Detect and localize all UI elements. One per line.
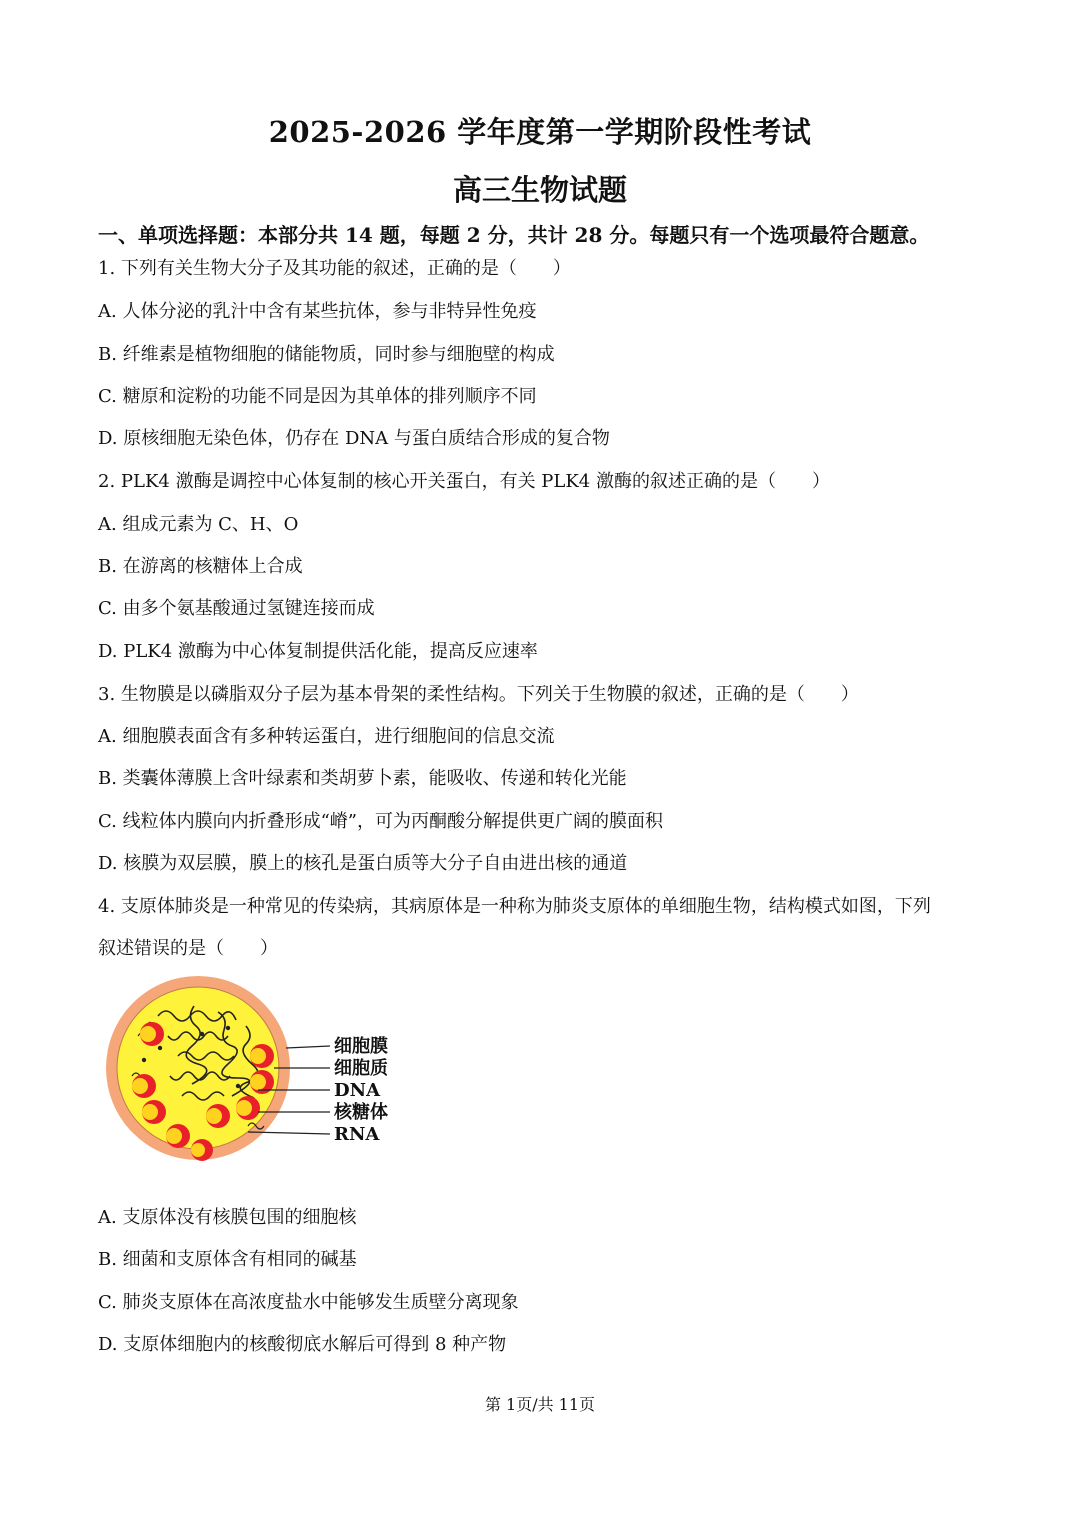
question-2-stem: 2. PLK4 激酶是调控中心体复制的核心开关蛋白，有关 PLK4 激酶的叙述正确的是（ ）: [98, 471, 830, 492]
exam-title: 2025-2026 学年度第一学期阶段性考试: [268, 115, 812, 149]
mycoplasma-structure-diagram: [98, 976, 408, 1166]
label-cytoplasm: 细胞质: [334, 1058, 388, 1079]
question-4-stem-line-1: 4. 支原体肺炎是一种常见的传染病，其病原体是一种称为肺炎支原体的单细胞生物，结构模式如图，下列: [98, 896, 931, 917]
question-1-option-c: C. 糖原和淀粉的功能不同是因为其单体的排列顺序不同: [98, 386, 537, 407]
question-1-option-b: B. 纤维素是植物细胞的储能物质，同时参与细胞壁的构成: [98, 344, 555, 365]
question-4-option-d: D. 支原体细胞内的核酸彻底水解后可得到 8 种产物: [98, 1334, 507, 1355]
label-dna: DNA: [334, 1080, 381, 1101]
question-3-stem: 3. 生物膜是以磷脂双分子层为基本骨架的柔性结构。下列关于生物膜的叙述，正确的是（ ）: [98, 684, 859, 705]
question-3-option-d: D. 核膜为双层膜，膜上的核孔是蛋白质等大分子自由进出核的通道: [98, 853, 628, 874]
question-2-option-b: B. 在游离的核糖体上合成: [98, 556, 303, 577]
question-4-option-b: B. 细菌和支原体含有相同的碱基: [98, 1249, 357, 1270]
question-3-option-c: C. 线粒体内膜向内折叠形成“嵴”，可为丙酮酸分解提供更广阔的膜面积: [98, 811, 663, 832]
question-2-option-c: C. 由多个氨基酸通过氢键连接而成: [98, 598, 375, 619]
label-rna: RNA: [334, 1124, 380, 1145]
question-4-stem-line-2: 叙述错误的是（ ）: [98, 938, 278, 959]
question-4-option-c: C. 肺炎支原体在高浓度盐水中能够发生质壁分离现象: [98, 1292, 519, 1313]
question-4-option-a: A. 支原体没有核膜包围的细胞核: [98, 1207, 357, 1228]
question-3-option-b: B. 类囊体薄膜上含叶绿素和类胡萝卜素，能吸收、传递和转化光能: [98, 768, 627, 789]
question-2-option-a: A. 组成元素为 C、H、O: [98, 514, 299, 535]
section-heading: 一、单项选择题：本部分共 14 题，每题 2 分，共计 28 分。每题只有一个选项最符合题意。: [98, 223, 930, 247]
question-1-stem: 1. 下列有关生物大分子及其功能的叙述，正确的是（ ）: [98, 258, 571, 279]
question-2-option-d: D. PLK4 激酶为中心体复制提供活化能，提高反应速率: [98, 641, 538, 662]
question-1-option-a: A. 人体分泌的乳汁中含有某些抗体，参与非特异性免疫: [98, 301, 537, 322]
page-number: 第 1页/共 11页: [484, 1395, 596, 1414]
label-ribosome: 核糖体: [334, 1102, 388, 1123]
question-1-option-d: D. 原核细胞无染色体，仍存在 DNA 与蛋白质结合形成的复合物: [98, 428, 610, 449]
label-cell-membrane: 细胞膜: [334, 1036, 388, 1057]
question-3-option-a: A. 细胞膜表面含有多种转运蛋白，进行细胞间的信息交流: [98, 726, 555, 747]
exam-subtitle: 高三生物试题: [452, 173, 627, 207]
